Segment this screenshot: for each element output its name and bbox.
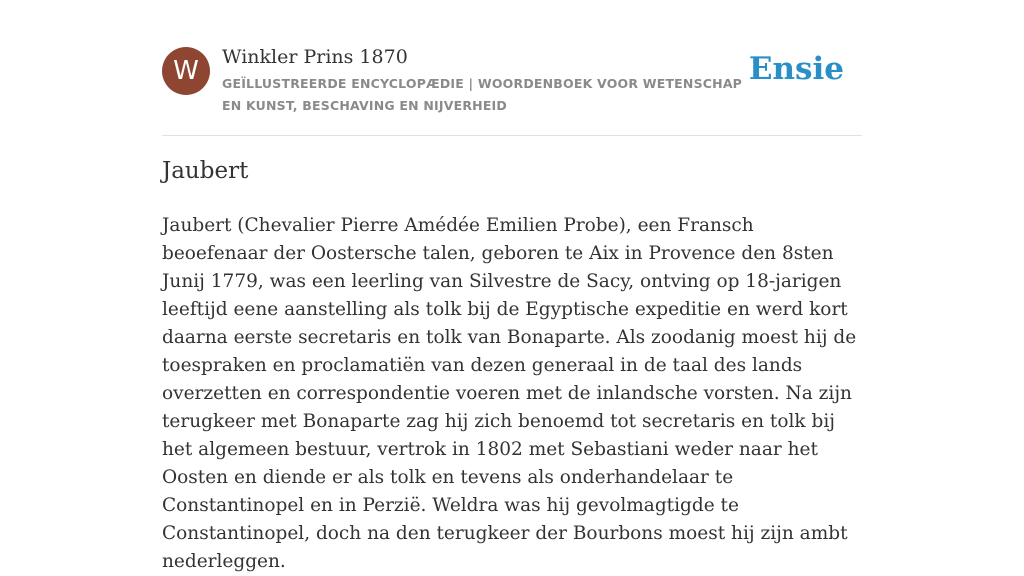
source-title[interactable]: Winkler Prins 1870 (222, 46, 408, 68)
entry-title: Jaubert (162, 158, 249, 184)
header-divider (162, 135, 862, 136)
ensie-logo[interactable]: Ensie (748, 51, 844, 87)
source-subtitle: GEÏLLUSTREERDE ENCYCLOPÆDIE | WOORDENBOEK VOOR WETENSCHAP EN KUNST, BESCHAVING EN NIJVERHEID (222, 76, 743, 113)
source-avatar[interactable]: W (162, 47, 210, 95)
entry-body: Jaubert (Chevalier Pierre Amédée Emilien Probe), een Fransch beoefenaar der Oostersche talen, geboren te Aix in Provence den 8sten Junij 1779, was een leerling van Silvestre de Sacy, ontving op 18-jarigen leeftijd eene aanstelling als tolk bij de Egyptische expeditie en werd kort daarna eerste secretaris en tolk van Bonaparte. Als zoodanig moest hij de toespraken en proclamatiën van dezen generaal in de taal des lands overzetten en correspondentie voeren met de inlandsche vorsten. Na zijn terugkeer met Bonaparte zag hij zich benoemd tot secretaris en tolk bij het algemeen bestuur, vertrok in 1802 met Sebastiani weder naar het Oosten en diende er als tolk en tevens als onderhandelaar te Constantinopel en in Perzië. Weldra was hij gevolmagtigde te Constantinopel, doch na den terugkeer der Bourbons moest hij zijn ambt nederleggen. (162, 215, 857, 572)
header (162, 44, 862, 116)
